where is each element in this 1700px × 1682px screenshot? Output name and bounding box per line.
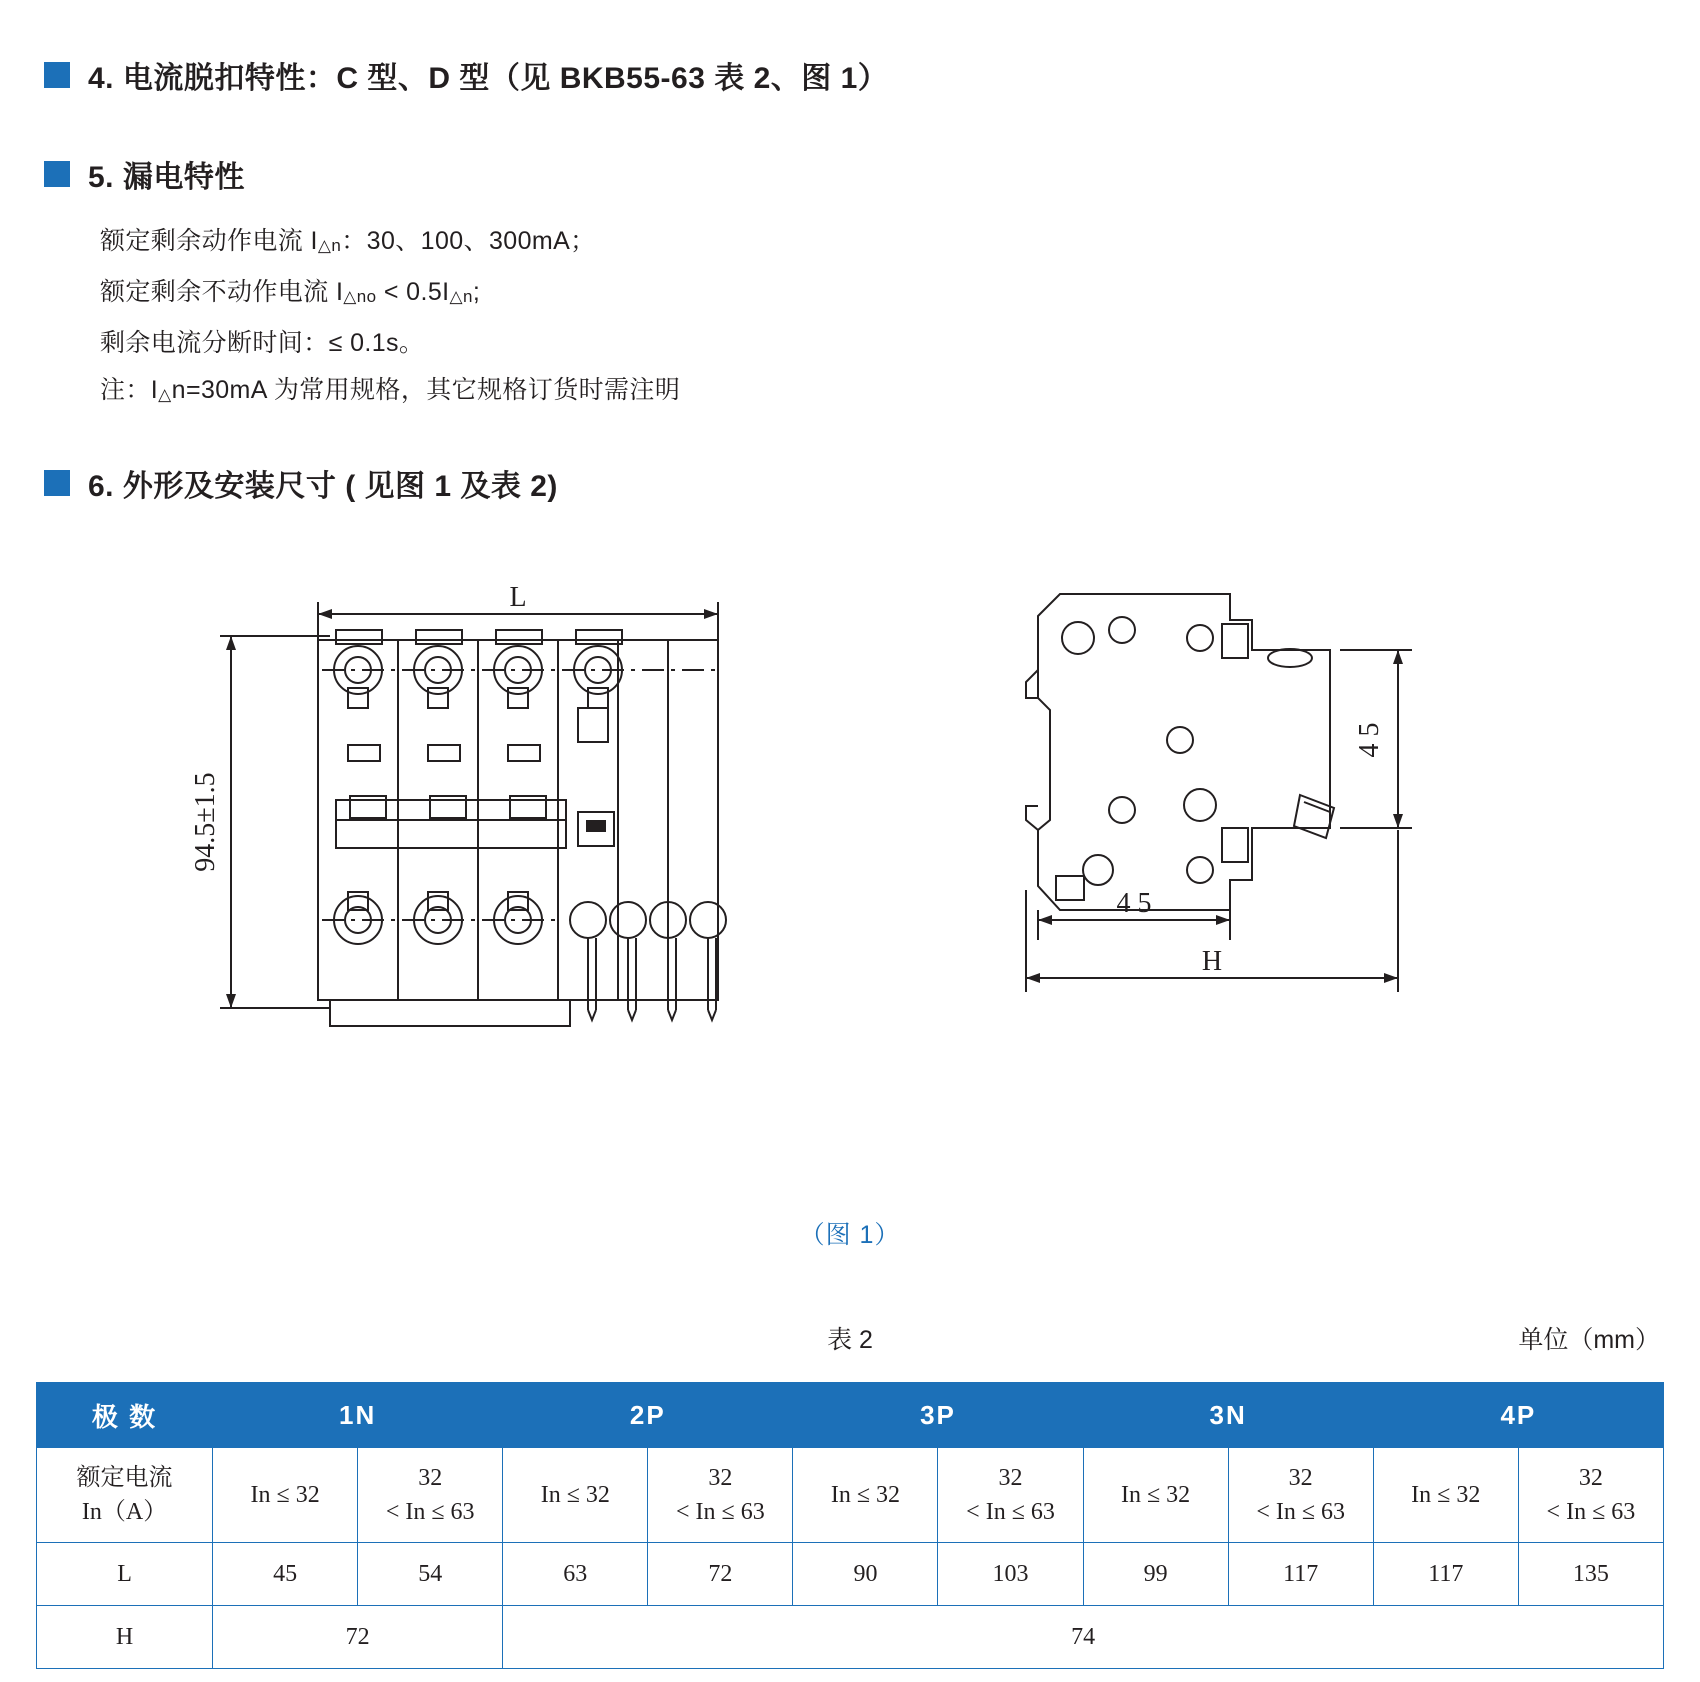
cell-l-1n-low: 45 [213, 1543, 358, 1606]
row-label-h: H [37, 1606, 213, 1669]
cell-current-1n-high: 32 < In ≤ 63 [358, 1448, 503, 1543]
cell-current-4p-high: 32 < In ≤ 63 [1518, 1448, 1663, 1543]
cell-h-rest: 74 [503, 1606, 1664, 1669]
dimension-table [36, 1382, 1664, 1669]
header-1n: 1N [213, 1383, 503, 1448]
square-bullet-icon [44, 161, 70, 187]
cell-current-3n-high: 32 < In ≤ 63 [1228, 1448, 1373, 1543]
section-heading-5 [44, 152, 245, 196]
leakage-line-2: 额定剩余不动作电流 I△no < 0.5I△n; [100, 278, 481, 306]
cell-current-1n-low: In ≤ 32 [213, 1448, 358, 1543]
section-heading-6 [44, 461, 558, 505]
leakage-parameters [100, 218, 680, 418]
cell-l-4p-high: 135 [1518, 1543, 1663, 1606]
cell-current-3p-low: In ≤ 32 [793, 1448, 938, 1543]
square-bullet-icon [44, 470, 70, 496]
section-6-title: 6. 外形及安装尺寸 ( 见图 1 及表 2) [88, 470, 558, 503]
cell-l-3p-high: 103 [938, 1543, 1083, 1606]
header-3n: 3N [1083, 1383, 1373, 1448]
dimension-drawings [0, 580, 1700, 1050]
cell-l-2p-high: 72 [648, 1543, 793, 1606]
label-height: 94.5±1.5 [190, 772, 221, 872]
cell-l-3n-high: 117 [1228, 1543, 1373, 1606]
cell-l-2p-low: 63 [503, 1543, 648, 1606]
cell-current-2p-low: In ≤ 32 [503, 1448, 648, 1543]
figure-caption: （图 1） [799, 1221, 901, 1249]
cell-current-3n-low: In ≤ 32 [1083, 1448, 1228, 1543]
header-2p: 2P [503, 1383, 793, 1448]
table-row [37, 1606, 1664, 1669]
label-L: L [509, 582, 527, 613]
cell-l-3n-low: 99 [1083, 1543, 1228, 1606]
table-unit: 单位（mm） [1518, 1326, 1660, 1354]
cell-current-3p-high: 32 < In ≤ 63 [938, 1448, 1083, 1543]
square-bullet-icon [44, 62, 70, 88]
label-H: H [1201, 946, 1223, 977]
table-row [37, 1543, 1664, 1606]
row-label-l: L [37, 1543, 213, 1606]
cell-h-1n: 72 [213, 1606, 503, 1669]
header-4p: 4P [1373, 1383, 1663, 1448]
cell-l-1n-high: 54 [358, 1543, 503, 1606]
table-header-row [37, 1383, 1664, 1448]
leakage-line-1: 额定剩余动作电流 I△n：30、100、300mA； [100, 227, 596, 255]
cell-current-4p-low: In ≤ 32 [1373, 1448, 1518, 1543]
label-45-horizontal: 4 5 [1116, 888, 1152, 919]
cell-current-2p-high: 32 < In ≤ 63 [648, 1448, 793, 1543]
section-heading-4 [44, 53, 888, 97]
cell-l-3p-low: 90 [793, 1543, 938, 1606]
table-row [37, 1448, 1664, 1543]
label-45-vertical: 4 5 [1354, 722, 1385, 758]
row-label-rated-current: 额定电流 In（A） [37, 1448, 213, 1543]
header-3p: 3P [793, 1383, 1083, 1448]
table-title: 表 2 [827, 1326, 873, 1354]
header-poles: 极 数 [37, 1383, 213, 1448]
drawings-svg [0, 580, 1700, 1050]
section-5-title: 5. 漏电特性 [88, 161, 245, 194]
leakage-line-4: 注：I△n=30mA 为常用规格，其它规格订货时需注明 [100, 376, 681, 404]
section-4-title: 4. 电流脱扣特性：C 型、D 型（见 BKB55-63 表 2、图 1） [88, 62, 889, 95]
leakage-line-3: 剩余电流分断时间：≤ 0.1s。 [100, 329, 425, 357]
cell-l-4p-low: 117 [1373, 1543, 1518, 1606]
